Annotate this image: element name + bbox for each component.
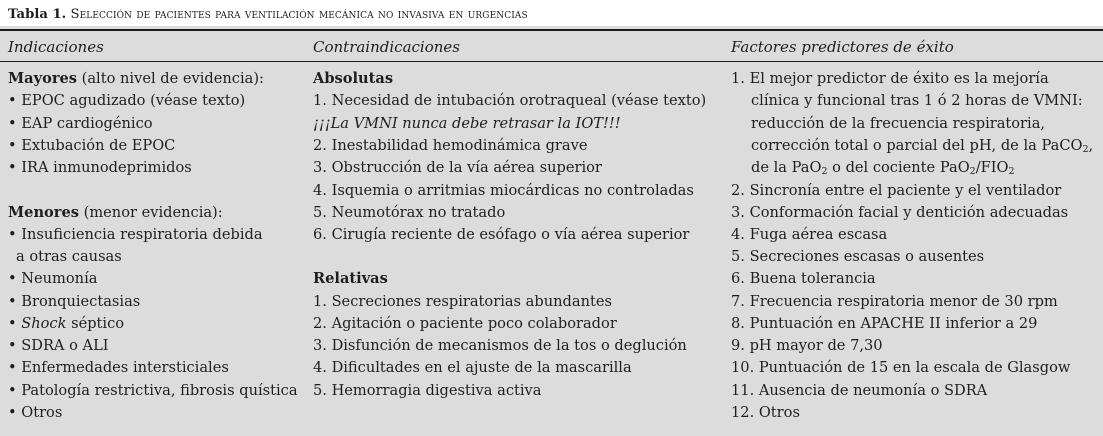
formula-text: /FIO [975, 159, 1009, 176]
list-item: • EPOC agudizado (véase texto) [8, 92, 246, 109]
formula-text: de la PaO [751, 159, 822, 176]
list-item-continuation: a otras causas [16, 248, 122, 265]
list-item: • IRA inmunodeprimidos [8, 159, 192, 176]
caption-label: Tabla 1. [8, 7, 67, 22]
list-item-continuation [751, 158, 1015, 178]
subscript: 2 [969, 166, 976, 177]
list-item: • Bronquiectasias [8, 293, 141, 310]
table-header-rule [0, 61, 1103, 62]
list-item: 2. Inestabilidad hemodinámica grave [313, 137, 588, 154]
list-item: 1. Secreciones respiratorias abundantes [313, 293, 612, 310]
relativas-heading: Relativas [313, 270, 388, 287]
mayores-heading [8, 69, 264, 89]
header-factores: Factores predictores de éxito [731, 38, 954, 56]
absolutas-heading: Absolutas [313, 70, 394, 87]
list-item: 5. Hemorragia digestiva activa [313, 382, 542, 399]
list-item-continuation: clínica y funcional tras 1 ó 2 horas de VMNI: [751, 92, 1083, 109]
list-bullet: • [8, 315, 22, 332]
list-item-continuation: reducción de la frecuencia respiratoria, [751, 115, 1046, 132]
list-item: 11. Ausencia de neumonía o SDRA [731, 382, 988, 399]
list-item: • EAP cardiogénico [8, 115, 153, 132]
iot-warning: ¡¡¡La VMNI nunca debe retrasar la IOT!!! [313, 115, 621, 132]
menores-heading-label: Menores [8, 204, 79, 221]
list-item: • Enfermedades intersticiales [8, 359, 229, 376]
table-top-rule [0, 29, 1103, 31]
list-item: 4. Fuga aérea escasa [731, 226, 888, 243]
list-item: • Neumonía [8, 270, 98, 287]
list-item: 3. Conformación facial y dentición adecuadas [731, 204, 1069, 221]
list-item: 1. El mejor predictor de éxito es la mejoría [731, 70, 1049, 87]
list-item: 6. Cirugía reciente de esófago o vía aérea superior [313, 226, 690, 243]
list-item-continuation [751, 136, 1093, 156]
list-item: 6. Buena tolerancia [731, 270, 876, 287]
mayores-heading-label: Mayores [8, 70, 78, 87]
list-item [8, 314, 124, 334]
list-item-text: séptico [66, 315, 125, 332]
table-caption [8, 6, 528, 24]
list-item: 2. Sincronía entre el paciente y el ventilador [731, 182, 1062, 199]
list-item: 12. Otros [731, 404, 800, 421]
list-item: 4. Dificultades en el ajuste de la mascarilla [313, 359, 632, 376]
menores-heading-note: (menor evidencia): [78, 204, 223, 221]
subscript: 2 [1082, 144, 1089, 155]
formula-text: corrección total o parcial del pH, de la PaCO [751, 137, 1083, 154]
list-item: 5. Neumotórax no tratado [313, 204, 506, 221]
subscript: 2 [821, 166, 828, 177]
caption-text: Selección de pacientes para ventilación mecánica no invasiva en urgencias [70, 7, 528, 22]
list-item: 3. Disfunción de mecanismos de la tos o deglución [313, 337, 687, 354]
list-item: 2. Agitación o paciente poco colaborador [313, 315, 617, 332]
header-contraindicaciones: Contraindicaciones [313, 38, 460, 56]
list-item: • Otros [8, 404, 63, 421]
list-item: 8. Puntuación en APACHE II inferior a 29 [731, 315, 1038, 332]
formula-text: , [1088, 137, 1094, 154]
list-item: 10. Puntuación de 15 en la escala de Glasgow [731, 359, 1071, 376]
list-item: 7. Frecuencia respiratoria menor de 30 rpm [731, 293, 1058, 310]
list-item: • Insuficiencia respiratoria debida [8, 226, 263, 243]
formula-text: o del cociente PaO [827, 159, 970, 176]
list-item: 9. pH mayor de 7,30 [731, 337, 883, 354]
list-item: 5. Secreciones escasas o ausentes [731, 248, 985, 265]
subscript: 2 [1008, 166, 1015, 177]
list-item: • Extubación de EPOC [8, 137, 176, 154]
mayores-heading-note: (alto nivel de evidencia): [77, 70, 264, 87]
menores-heading [8, 203, 223, 223]
list-item: 4. Isquemia o arritmias miocárdicas no controladas [313, 182, 694, 199]
list-item-italic: Shock [21, 315, 67, 332]
list-item: 1. Necesidad de intubación orotraqueal (véase texto) [313, 92, 707, 109]
list-item: • SDRA o ALI [8, 337, 109, 354]
header-indicaciones: Indicaciones [8, 38, 104, 56]
list-item: 3. Obstrucción de la vía aérea superior [313, 159, 602, 176]
list-item: • Patología restrictiva, fibrosis quística [8, 382, 298, 399]
